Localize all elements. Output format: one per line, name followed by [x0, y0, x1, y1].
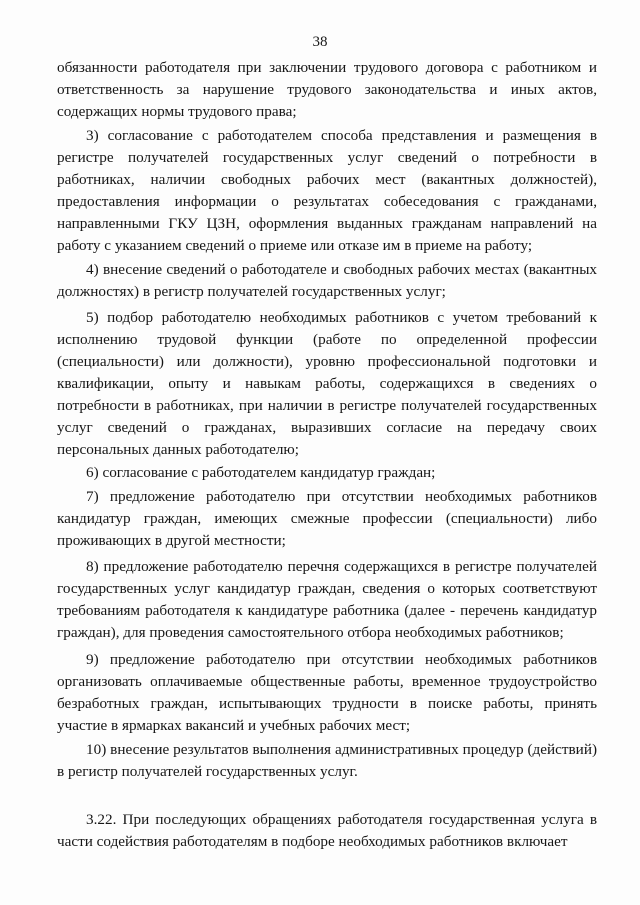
paragraph-text: 7) предложение работодателю при отсутствии необходимых работников кандидатур граждан, имеющих смежные профессии (специальности) либо проживающих в другой местности;	[57, 488, 597, 549]
paragraph-text: 4) внесение сведений о работодателе и свободных рабочих местах (вакантных должностях) в регистр получателей государственных услуг;	[57, 261, 597, 300]
paragraph-item-6	[57, 462, 597, 484]
paragraph-section-3-22	[57, 809, 597, 853]
paragraph-text: 8) предложение работодателю перечня содержащихся в регистре получателей государственных услуг кандидатур граждан, сведения о которых соответствуют требованиям работодателя к кандидатуре работника (далее - перечень кандидатур граждан), для проведения самостоятельного отбора необходимых работников;	[57, 558, 597, 641]
paragraph-item-5	[57, 307, 597, 461]
paragraph-item-3	[57, 125, 597, 257]
paragraph-text: 5) подбор работодателю необходимых работников с учетом требований к исполнению трудовой функции (работе по определенной профессии (специальности) или должности), уровню профессиональной подготовки и квалификации, опыту и навыкам работы, содержащихся в сведениях о потребности в работниках, при наличии в регистре получателей государственных услуг сведений о гражданах, выразивших согласие на передачу своих персональных данных работодателю;	[57, 309, 597, 458]
page-number: 38	[312, 34, 328, 50]
paragraph-text: 10) внесение результатов выполнения административных процедур (действий) в регистр получателей государственных услуг.	[57, 741, 597, 780]
paragraph-text: 3.22. При последующих обращениях работодателя государственная услуга в части содействия работодателям в подборе необходимых работников включает	[57, 811, 597, 850]
paragraph-continuation	[57, 57, 597, 123]
paragraph-item-9	[57, 649, 597, 737]
paragraph-item-10	[57, 739, 597, 783]
paragraph-text: обязанности работодателя при заключении трудового договора с работником и ответственность за нарушение трудового законодательства и иных актов, содержащих нормы трудового права;	[57, 59, 597, 120]
paragraph-text: 6) согласование с работодателем кандидатур граждан;	[86, 464, 436, 481]
paragraph-text: 3) согласование с работодателем способа представления и размещения в регистре получателей государственных услуг сведений о потребности в работниках, наличии свободных рабочих мест (вакантных должностей), предоставления информации о результатах собеседования с гражданами, направленными ГКУ ЦЗН, оформления выданных гражданам направлений на работу с указанием сведений о приеме или отказе им в приеме на работу;	[57, 127, 597, 254]
paragraph-item-7	[57, 486, 597, 552]
paragraph-text: 9) предложение работодателю при отсутствии необходимых работников организовать оплачиваемые общественные работы, временное трудоустройство безработных граждан, испытывающих трудности в поиске работы, принять участие в ярмарках вакансий и учебных рабочих мест;	[57, 651, 597, 734]
paragraph-item-4	[57, 259, 597, 303]
paragraph-item-8	[57, 556, 597, 644]
